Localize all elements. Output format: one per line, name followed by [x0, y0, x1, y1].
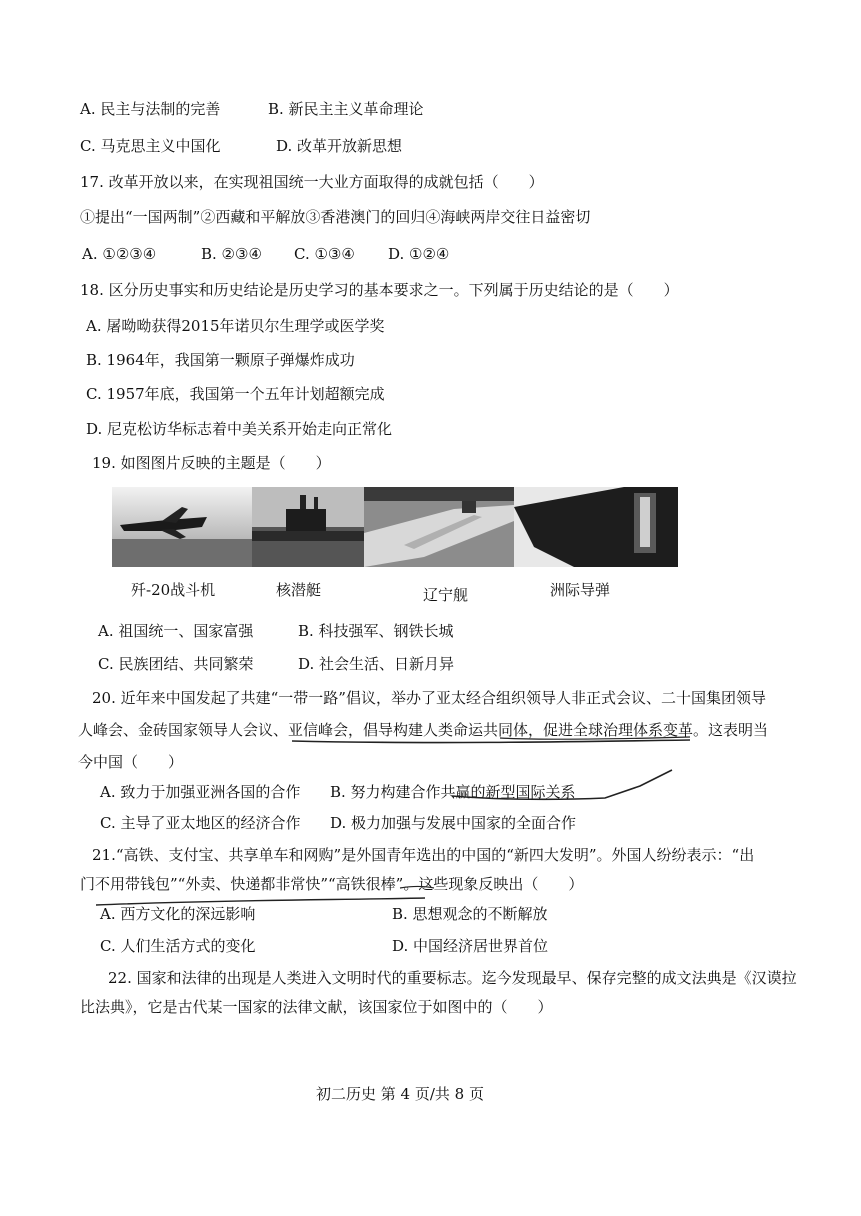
q19-stem: 19. 如图图片反映的主题是（ ）: [92, 454, 331, 472]
q18-option-a: A. 屠呦呦获得2015年诺贝尔生理学或医学奖: [86, 317, 385, 335]
q19-caption-fighter: 歼-20战斗机: [131, 581, 216, 599]
q20-option-d: D. 极力加强与发展中国家的全面合作: [330, 814, 577, 832]
q19-option-a: A. 祖国统一、国家富强: [98, 622, 254, 640]
q17-option-b: B. ②③④: [201, 245, 262, 263]
q21-option-d: D. 中国经济居世界首位: [392, 937, 549, 955]
q20-line1: 20. 近年来中国发起了共建“一带一路”倡议，举办了亚太经合组织领导人非正式会议、二十国集团领导: [92, 689, 766, 707]
q18-option-b: B. 1964年，我国第一颗原子弹爆炸成功: [86, 351, 355, 369]
q19-caption-missile: 洲际导弹: [550, 581, 611, 599]
submarine-photo: [252, 487, 364, 567]
q18-option-c: C. 1957年底，我国第一个五年计划超额完成: [86, 385, 385, 403]
q17-stem: 17. 改革开放以来，在实现祖国统一大业方面取得的成就包括（ ）: [80, 173, 544, 191]
q16-option-d: D. 改革开放新思想: [276, 137, 403, 155]
q16-option-c: C. 马克思主义中国化: [80, 137, 221, 155]
q20-option-a: A. 致力于加强亚洲各国的合作: [100, 783, 301, 801]
q21-line1: 21.“高铁、支付宝、共享单车和网购”是外国青年选出的中国的“新四大发明”。外国人纷纷表示：“出: [92, 846, 755, 864]
q19-option-c: C. 民族团结、共同繁荣: [98, 655, 254, 673]
q21-line2: 门不用带钱包”“外卖、快递都非常快”“高铁很棒”。这些现象反映出（ ）: [80, 875, 584, 893]
q19-option-d: D. 社会生活、日新月异: [298, 655, 455, 673]
q18-stem: 18. 区分历史事实和历史结论是历史学习的基本要求之一。下列属于历史结论的是（ ）: [80, 281, 679, 299]
q21-option-b: B. 思想观念的不断解放: [392, 905, 548, 923]
q17-option-c: C. ①③④: [294, 245, 355, 263]
q19-caption-carrier: 辽宁舰: [423, 586, 469, 604]
q19-photo-strip: [112, 487, 678, 567]
missile-photo: [514, 487, 678, 567]
q16-option-a: A. 民主与法制的完善: [80, 100, 221, 118]
q19-option-b: B. 科技强军、钢铁长城: [298, 622, 454, 640]
aircraft-carrier-photo: [364, 487, 514, 567]
q20-line2: 人峰会、金砖国家领导人会议、亚信峰会，倡导构建人类命运共同体，促进全球治理体系变革。这表明当: [78, 721, 769, 739]
q20-option-b: B. 努力构建合作共赢的新型国际关系: [330, 783, 576, 801]
q17-option-a: A. ①②③④: [82, 245, 157, 263]
q21-option-c: C. 人们生活方式的变化: [100, 937, 256, 955]
q17-items: ①提出“一国两制”②西藏和平解放③香港澳门的回归④海峡两岸交往日益密切: [80, 208, 591, 226]
page-footer: 初二历史 第 4 页/共 8 页: [316, 1085, 484, 1103]
q22-line1: 22. 国家和法律的出现是人类进入文明时代的重要标志。迄今发现最早、保存完整的成文法典是《汉谟拉: [108, 969, 797, 987]
q22-line2: 比法典》，它是古代某一国家的法律文献，该国家位于如图中的（ ）: [80, 998, 553, 1016]
fighter-jet-photo: [112, 487, 252, 567]
q20-line3: 今中国（ ）: [78, 753, 184, 771]
q17-option-d: D. ①②④: [388, 245, 450, 263]
q21-option-a: A. 西方文化的深远影响: [100, 905, 256, 923]
q20-option-c: C. 主导了亚太地区的经济合作: [100, 814, 301, 832]
q18-option-d: D. 尼克松访华标志着中美关系开始走向正常化: [86, 420, 393, 438]
q16-option-b: B. 新民主主义革命理论: [268, 100, 424, 118]
q19-caption-submarine: 核潜艇: [276, 581, 322, 599]
